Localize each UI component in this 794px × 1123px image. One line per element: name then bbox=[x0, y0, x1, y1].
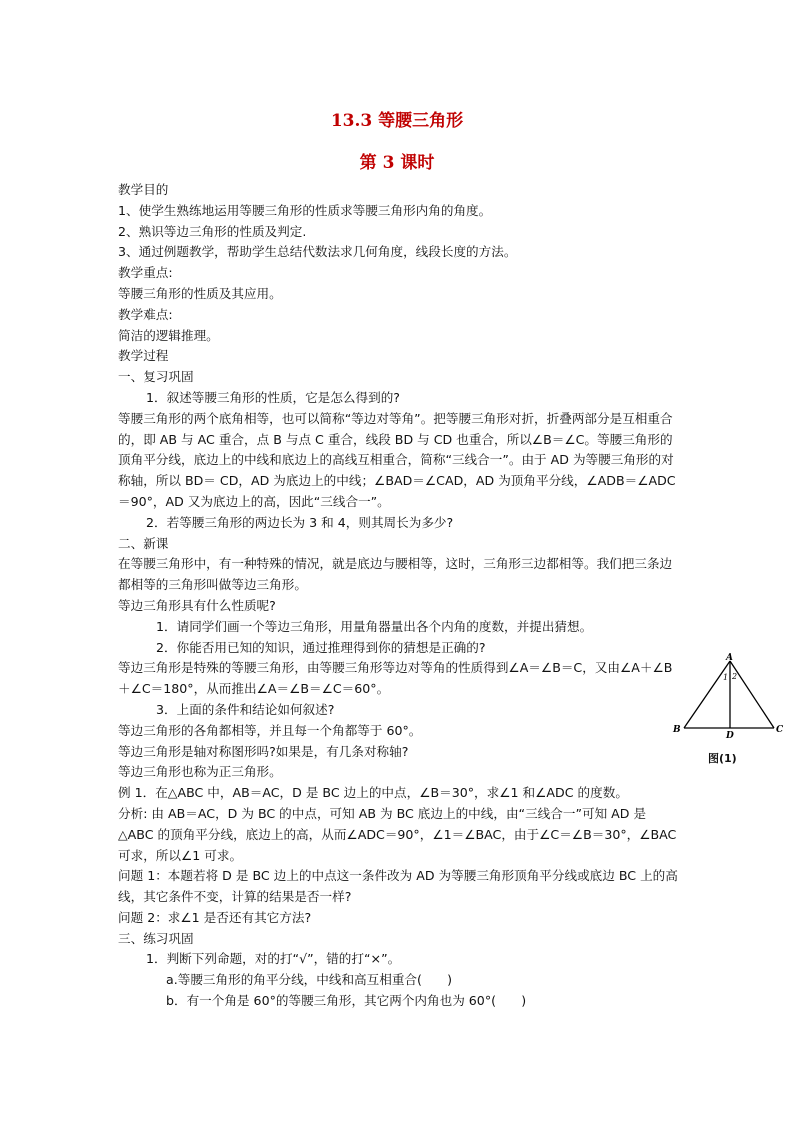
text-line: 等边三角形是轴对称图形吗?如果是，有几条对称轴? bbox=[118, 743, 409, 759]
text-line: 2、熟识等边三角形的性质及判定. bbox=[118, 223, 307, 239]
text-line: 3、通过例题教学，帮助学生总结代数法求几何角度，线段长度的方法。 bbox=[118, 244, 517, 260]
document-subtitle: 第 3 课时 bbox=[359, 153, 435, 173]
text-line: 等边三角形具有什么性质呢? bbox=[118, 597, 276, 613]
figure-caption: 图(1) bbox=[708, 752, 737, 765]
text-line: 1、使学生熟练地运用等腰三角形的性质求等腰三角形内角的角度。 bbox=[118, 202, 492, 218]
text-line: 分析: 由 AB＝AC，D 为 BC 的中点，可知 AB 为 BC 底边上的中线，由“三线合一”可知 AD 是△ABC 的顶角平分线，底边上的高，从而∠ADC＝90°，∠1＝∠BAC，由于∠C＝∠B＝30°，∠BAC 可求，所以∠1 可求。 bbox=[118, 805, 677, 863]
text-line: 教学难点: bbox=[118, 306, 173, 322]
angle-2-label: 2 bbox=[732, 672, 738, 681]
text-line: 三、练习巩固 bbox=[118, 930, 194, 946]
text-line: b．有一个角是 60°的等腰三角形，其它两个内角也为 60°( ) bbox=[166, 993, 527, 1009]
text-line: 简洁的逻辑推理。 bbox=[118, 327, 219, 343]
text-line: a.等腰三角形的角平分线，中线和高互相重合( ) bbox=[166, 972, 453, 988]
point-d-label: D bbox=[726, 731, 734, 741]
text-line: 教学过程 bbox=[118, 348, 169, 364]
text-line: 1．判断下列命题，对的打“√”，错的打“×”。 bbox=[146, 951, 401, 967]
text-line: 教学目的 bbox=[118, 182, 169, 197]
text-line: 2．你能否用已知的知识，通过推理得到你的猜想是正确的? bbox=[156, 639, 486, 655]
text-line: 等边三角形也称为正三角形。 bbox=[118, 764, 282, 780]
text-line: 等边三角形是特殊的等腰三角形，由等腰三角形等边对等角的性质得到∠A＝∠B＝C，又由∠A＋∠B＋∠C＝180°，从而推出∠A＝∠B＝∠C＝60°。 bbox=[118, 660, 673, 697]
text-line: 1．叙述等腰三角形的性质，它是怎么得到的? bbox=[146, 389, 400, 405]
text-line: 等边三角形的各角都相等，并且每一个角都等于 60°。 bbox=[118, 722, 422, 738]
text-line: 教学重点: bbox=[118, 265, 173, 281]
text-line: 在等腰三角形中，有一种特殊的情况，就是底边与腰相等，这时，三角形三边都相等。我们把三条边都相等的三角形叫做等边三角形。 bbox=[118, 556, 673, 593]
text-line: 1．请同学们画一个等边三角形，用量角器量出各个内角的度数，并提出猜想。 bbox=[156, 618, 593, 634]
vertex-a-label: A bbox=[726, 653, 733, 663]
text-line: 二、新课 bbox=[118, 535, 169, 551]
text-line: 3．上面的条件和结论如何叙述? bbox=[156, 701, 335, 717]
text-line: 一、复习巩固 bbox=[118, 369, 194, 385]
angle-1-label: 1 bbox=[723, 673, 729, 682]
vertex-c-label: C bbox=[776, 725, 784, 735]
side-ab bbox=[684, 661, 730, 728]
lesson-body bbox=[118, 180, 678, 1012]
text-line: 问题 2：求∠1 是否还有其它方法? bbox=[118, 909, 312, 925]
text-line: 等腰三角形的性质及其应用。 bbox=[118, 285, 282, 301]
text-line: 例 1．在△ABC 中，AB＝AC，D 是 BC 边上的中点，∠B＝30°，求∠1 和∠ADC 的度数。 bbox=[118, 785, 628, 801]
text-line: 2．若等腰三角形的两边长为 3 和 4，则其周长为多少? bbox=[146, 514, 454, 530]
text-line: 问题 1：本题若将 D 是 BC 边上的中点这一条件改为 AD 为等腰三角形顶角平分线或底边 BC 上的高线，其它条件不变，计算的结果是否一样? bbox=[118, 868, 678, 905]
vertex-b-label: B bbox=[673, 725, 681, 735]
document-title: 13.3 等腰三角形 bbox=[330, 111, 464, 131]
text-line: 等腰三角形的两个底角相等，也可以简称“等边对等角”。把等腰三角形对折，折叠两部分是互相重合的，即 AB 与 AC 重合，点 B 与点 C 重合，线段 BD 与 CD 也重合，所以∠B＝∠C。等腰三角形的顶角平分线，底边上的中线和底边上的高线互相重合，简称“三线合一”。由于 AD 为等腰三角形的对称轴，所以 BD＝ CD，AD 为底边上的中线；∠BAD＝∠CAD，AD 为顶角平分线，∠ADB＝∠ADC＝90°，AD 又为底边上的高，因此“三线合一”。 bbox=[118, 410, 676, 509]
